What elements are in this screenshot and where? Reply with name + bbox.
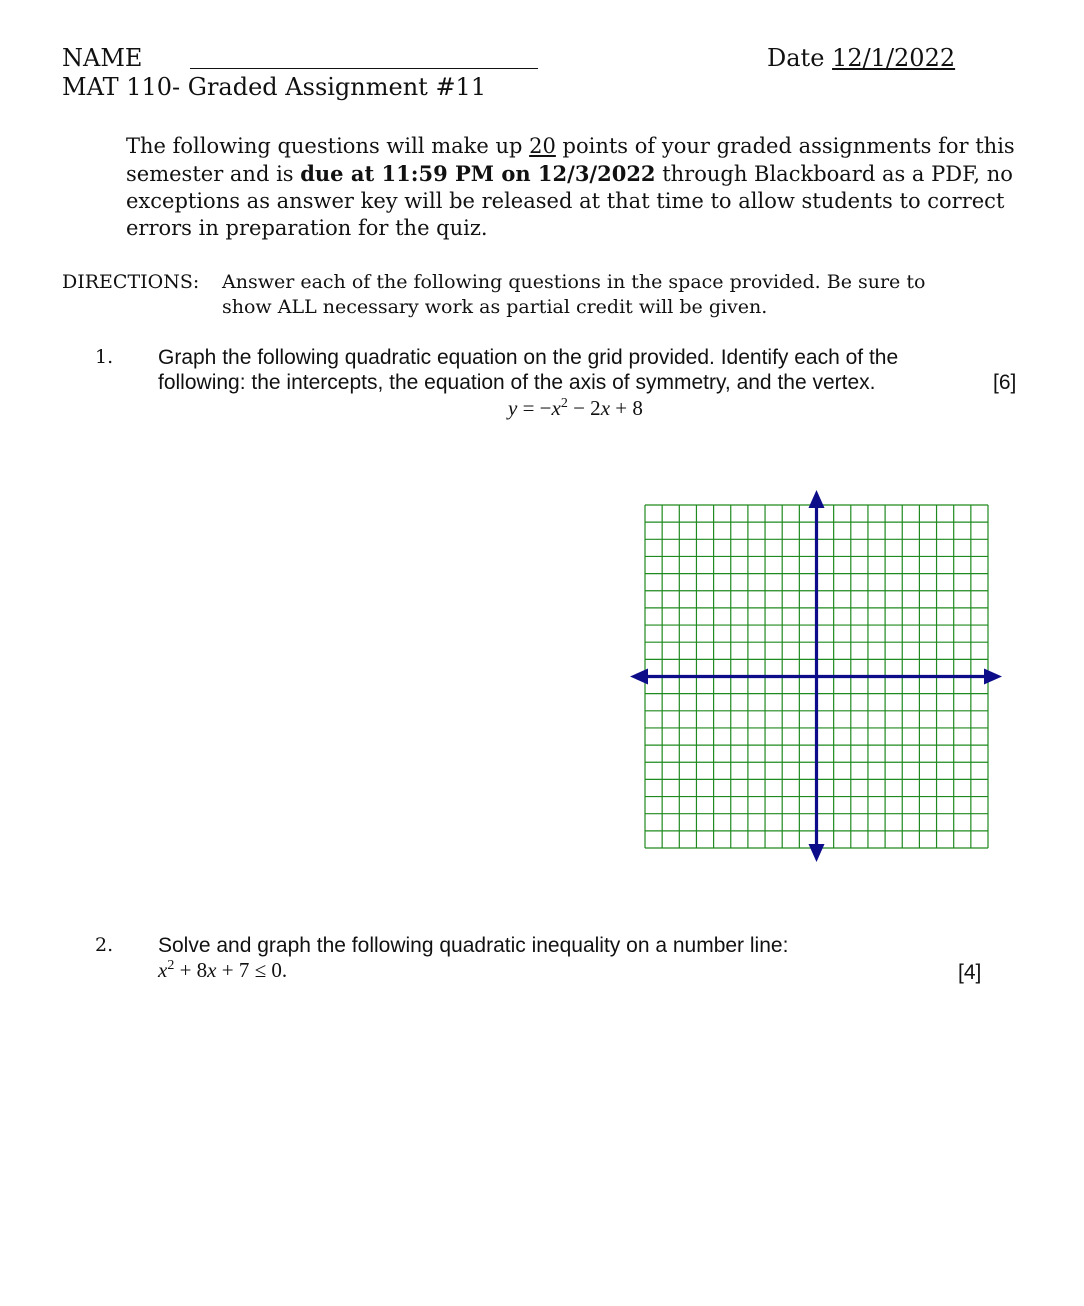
question-1-points: [6] [993, 371, 1017, 394]
intro-text-3: through Blackboard as a PDF, no exceptions as answer key will be released at that time to allow students to correct errors in preparation for the quiz. [126, 162, 1013, 240]
directions-label: DIRECTIONS: [62, 271, 200, 293]
x-axis-right-arrow [984, 669, 1002, 685]
y-axis-top-arrow [809, 490, 825, 508]
directions-line-2: show ALL necessary work as partial credit will be given. [222, 296, 768, 318]
intro-due-date: due at 11:59 PM on 12/3/2022 [300, 161, 656, 186]
name-blank-line[interactable] [190, 68, 538, 69]
date-label: Date [767, 44, 825, 72]
date-field [767, 44, 955, 72]
question-1-line-2: following: the intercepts, the equation of the axis of symmetry, and the vertex. [158, 371, 876, 394]
x-axis-left-arrow [630, 669, 648, 685]
name-label: NAME [62, 44, 143, 72]
y-axis-bottom-arrow [809, 844, 825, 862]
intro-text-2: points of your graded assignments for this semester and is [126, 134, 1015, 186]
question-2-number: 2. [95, 934, 114, 956]
intro-points: 20 [529, 134, 556, 158]
intro-paragraph [126, 133, 1026, 242]
question-2-points: [4] [958, 961, 982, 984]
question-1-equation: $y = -x^2 - 2x + 8$ [508, 396, 643, 420]
question-1-line-1: Graph the following quadratic equation on the grid provided. Identify each of the [158, 346, 899, 369]
directions-line-1: Answer each of the following questions in the space provided. Be sure to [222, 271, 926, 293]
question-2-line-1: Solve and graph the following quadratic inequality on a number line: [158, 934, 789, 957]
date-value: 12/1/2022 [832, 44, 956, 72]
intro-text-1: The following questions will make up [126, 134, 530, 158]
question-2-inequality: $x^2 + 8x + 7 \le 0$. [158, 958, 288, 982]
coordinate-grid[interactable] [628, 488, 1004, 864]
course-title: MAT 110- Graded Assignment #11 [62, 73, 487, 101]
question-1-number: 1. [95, 346, 114, 368]
